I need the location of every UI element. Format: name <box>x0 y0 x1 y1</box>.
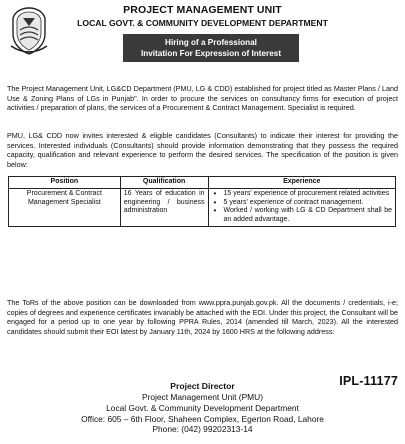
experience-item: • 5 years' experience of contract management. <box>212 199 392 208</box>
header <box>3 2 402 62</box>
header-position: Position <box>9 177 121 189</box>
experience-cell <box>208 188 395 226</box>
banner-line-1: Hiring of a Professional <box>165 38 257 47</box>
contact-title: Project Director <box>170 381 235 391</box>
department-title: LOCAL GOVT. & COMMUNITY DEVELOPMENT DEPARTMENT <box>77 18 328 28</box>
qualification-cell: 16 Years of education in engineering / business administration <box>120 188 208 226</box>
contact-phone: Phone: (042) 99202313-14 <box>152 424 253 435</box>
experience-item: • 15 years' experience of procurement related activities <box>212 190 392 199</box>
position-cell: Procurement & Contract Management Specialist <box>9 188 121 226</box>
contact-line: Local Govt. & Community Development Department <box>106 402 299 413</box>
contact-address-line: Office: 605 – 6th Floor, Shaheen Complex, Egerton Road, Lahore <box>81 413 324 424</box>
advertisement-page <box>3 2 402 442</box>
experience-list <box>212 190 392 225</box>
submission-paragraph: The ToRs of the above position can be downloaded from www.ppra.punjab.gov.pk. All the documents / credentials, i-e; copies of degrees and experience certificates invariably be attached with the EOI. Under this project, the Consultant will be engaged for a period up to one year by following PPRA Rules, 2014 (amended till March, 2023). All the interested candidates should submit their EOI latest by January 11th, 2024 by 1600 HRS at the following address: <box>7 298 398 336</box>
org-title: PROJECT MANAGEMENT UNIT <box>123 4 282 16</box>
experience-item: • Worked / working with LG & CD Department shall be an added advantage. <box>212 207 392 225</box>
table-row <box>9 188 396 226</box>
contact-line: Project Management Unit (PMU) <box>141 392 263 402</box>
position-spec-table <box>8 176 396 227</box>
reference-number: IPL-11177 <box>339 374 398 388</box>
hiring-banner <box>123 34 299 62</box>
invitation-paragraph: PMU, LG& CDD now invites interested & eligible candidates (Consultants) to indicate their interest for providing the services. Interested individuals (Consultants) should provide information demonstrating that they possess the required capacity, qualification and relevant experience to perform the desired services. The specification of the position is given below: <box>7 131 398 169</box>
header-experience: Experience <box>208 177 395 189</box>
table-header-row <box>9 177 396 189</box>
banner-line-2: Invitation For Expression of Interest <box>140 49 282 58</box>
contact-address <box>3 381 402 435</box>
header-qualification: Qualification <box>120 177 208 189</box>
intro-paragraph: The Project Management Unit, LG&CD Department (PMU, LG & CDD) established for project titled as Master Plans / Land Use & Zoning Plans of LGs in Punjab". In order to procure the services on consultancy firms for execution of project activities / preparation of plans, the services of a Procurement & Contract Management. Specialist is required. <box>7 84 398 113</box>
